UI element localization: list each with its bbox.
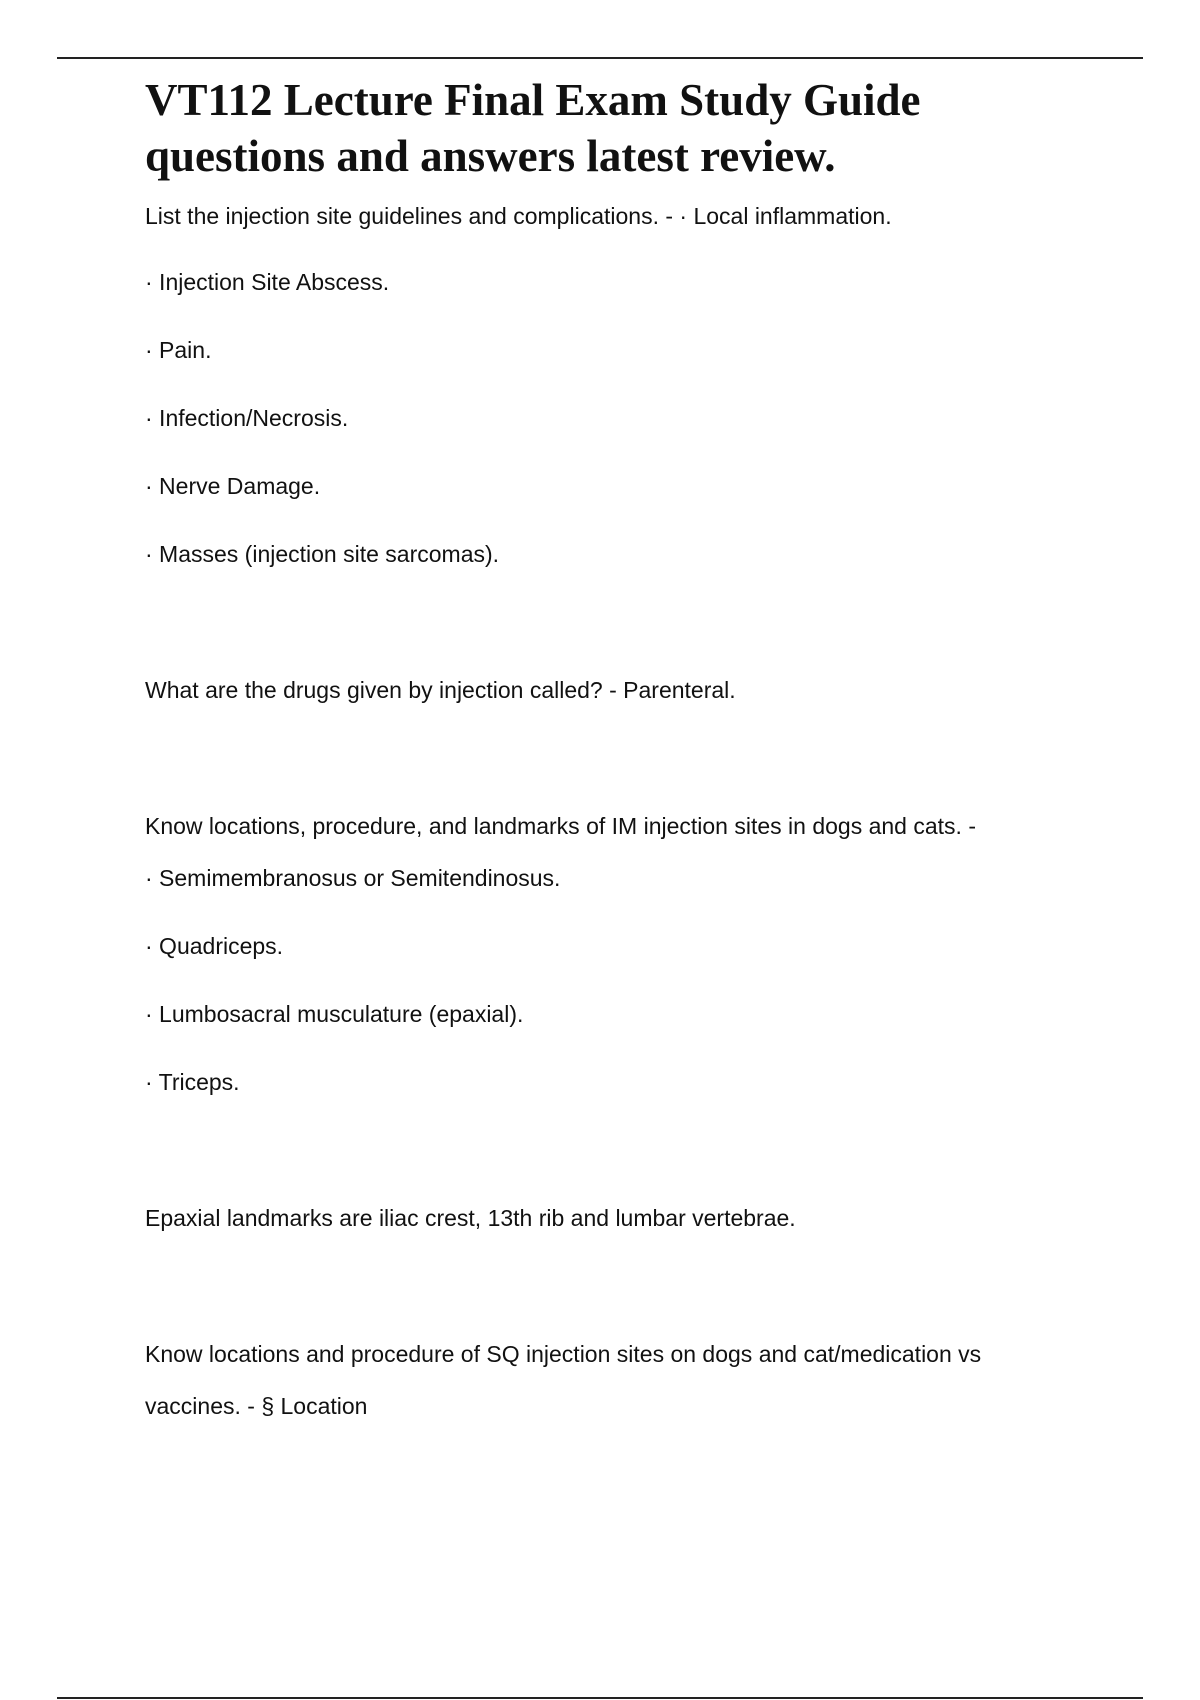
bottom-divider (57, 1697, 1143, 1699)
question-parenteral: What are the drugs given by injection called? - Parenteral. (145, 677, 736, 703)
question-sq-injection-line-1: Know locations and procedure of SQ injection sites on dogs and cat/medication vs (145, 1341, 982, 1367)
title-line-2: questions and answers latest review. (145, 131, 836, 181)
question-injection-guidelines: List the injection site guidelines and complications. - · Local inflammation. (145, 203, 892, 229)
document-body (145, 72, 1105, 1432)
list-item: · Masses (injection site sarcomas). (145, 541, 500, 567)
question-sq-injection-line-2: vaccines. - § Location (145, 1393, 368, 1419)
list-item: · Injection Site Abscess. (145, 269, 390, 295)
list-item: · Triceps. (145, 1069, 240, 1095)
document-title (145, 72, 1105, 184)
list-item: · Quadriceps. (145, 933, 284, 959)
question-im-injection-sites: Know locations, procedure, and landmarks of IM injection sites in dogs and cats. - (145, 813, 976, 839)
list-item: · Lumbosacral musculature (epaxial). (145, 1001, 524, 1027)
epaxial-landmarks-note: Epaxial landmarks are iliac crest, 13th rib and lumbar vertebrae. (145, 1205, 796, 1231)
list-item: · Infection/Necrosis. (145, 405, 349, 431)
list-item: · Nerve Damage. (145, 473, 321, 499)
top-divider (57, 57, 1143, 59)
title-line-1: VT112 Lecture Final Exam Study Guide (145, 75, 921, 125)
list-item: · Semimembranosus or Semitendinosus. (145, 865, 561, 891)
list-item: · Pain. (145, 337, 212, 363)
